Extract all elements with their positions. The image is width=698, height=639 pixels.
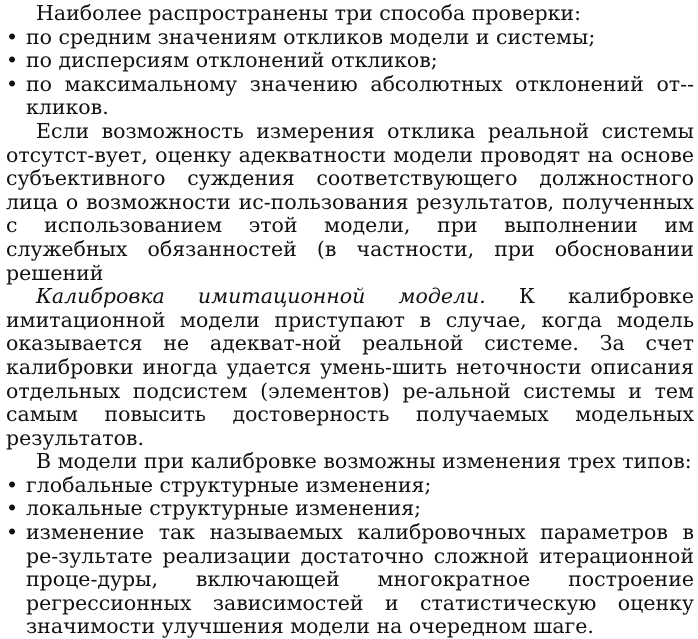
list-item (6, 521, 694, 639)
list-item (6, 49, 694, 73)
list-item-text: изменение так называемых калибровочных параметров в ре-зультате реализации достаточно сложной итерационной проце-дуры, включающей многократное построение регрессионных зависимостей и статистическую оценку значимости улучшения модели на очередном шаге. (26, 520, 694, 639)
methods-intro: Наиболее распространены три способа проверки: (36, 1, 582, 25)
change-types-list (6, 474, 694, 639)
calibration-term: Калибровка имитационной модели. (36, 284, 486, 309)
list-item (6, 26, 694, 50)
check-methods-list (6, 26, 694, 120)
list-item-text: локальные структурные изменения; (26, 496, 422, 521)
calibration-text: К калибровке имитационной модели приступают в случае, когда модель оказывается не адекват-ной реальной системе. За счет калибровки иногда удается умень-шить неточности описания отдельных подсистем (элементов) ре-альной системы и тем самым повысить достоверность получаемых модельных результатов. (6, 284, 694, 450)
list-item-text: по максимальному значению абсолютных отклонений от-кликов. (26, 71, 694, 120)
bullet-icon: • (6, 520, 19, 545)
changes-intro: В модели при калибровке возможны изменения трех типов: (36, 449, 692, 474)
bullet-icon: • (6, 472, 19, 497)
bullet-icon: • (6, 496, 19, 521)
calibration-paragraph (6, 285, 694, 450)
bullet-icon: • (6, 71, 19, 96)
bullet-icon: • (6, 24, 19, 49)
list-item-text: по дисперсиям отклонений откликов; (26, 48, 438, 73)
list-item (6, 497, 694, 521)
document-page (6, 2, 694, 639)
list-item-text: глобальные структурные изменения; (26, 472, 432, 497)
list-item-text: по средним значениям откликов модели и системы; (26, 24, 596, 49)
list-item (6, 474, 694, 498)
bullet-icon: • (6, 48, 19, 73)
adequacy-paragraph: Если возможность измерения отклика реальной системы отсутст-вует, оценку адекватности модели проводят на основе субъективного суждения соответствующего должностного лица о возможности ис-пользования результатов, полученных с использованием этой модели, при выполнении им служебных обязанностей (в частности, при обосновании решений (6, 118, 694, 285)
list-item (6, 73, 694, 120)
